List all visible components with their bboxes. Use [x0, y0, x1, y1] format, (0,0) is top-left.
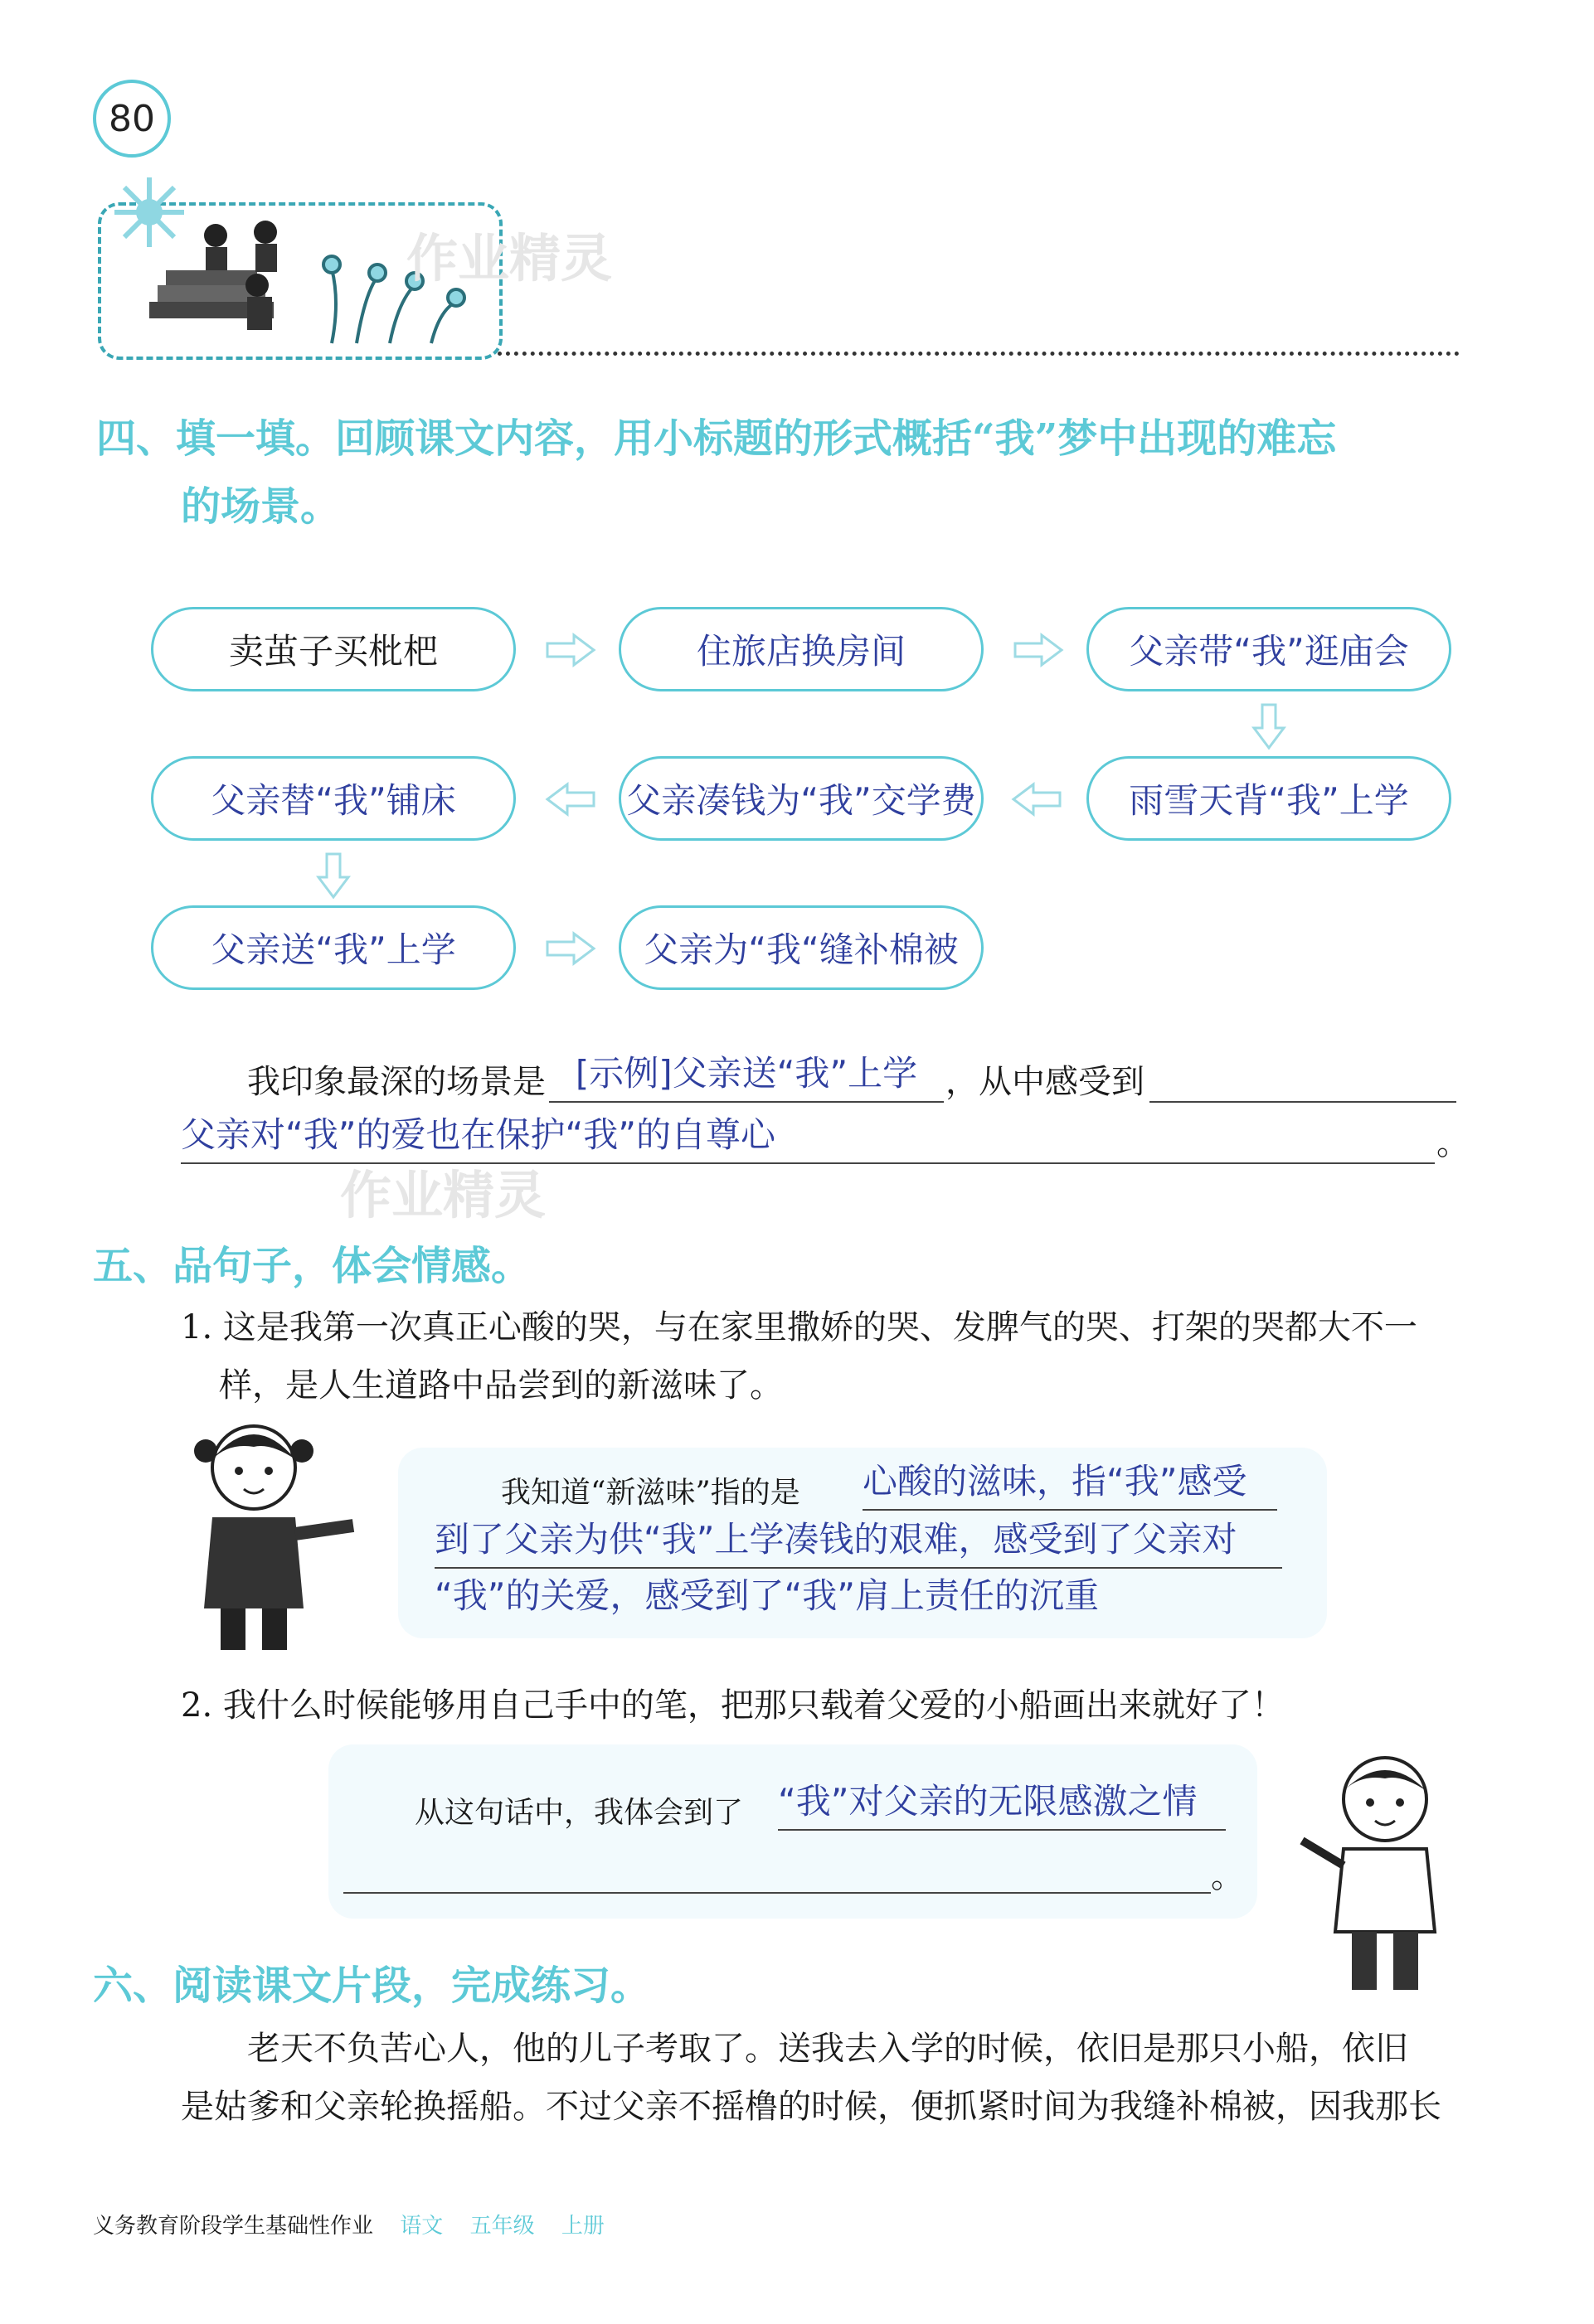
- q1-answer-line2: 到了父亲为供“我”上学凑钱的艰难，感受到了父亲对: [435, 1512, 1282, 1569]
- flower-icon: [114, 177, 184, 247]
- scene-box-label: 父亲替“我”铺床: [211, 780, 456, 821]
- q1-line1: 1. 这是我第一次真正心酸的哭，与在家里撒娇的哭、发脾气的哭、打架的哭都大不一: [181, 1308, 1417, 1346]
- q1-line2: 样，是人生道路中品尝到的新滋味了。: [219, 1366, 783, 1405]
- impression-end: 。: [1436, 1124, 1470, 1162]
- scene-box-label: 住旅店换房间: [696, 631, 906, 672]
- watermark: 作业精灵: [340, 1165, 547, 1225]
- scene-box-label: 父亲凑钱为“我”交学费: [626, 780, 976, 821]
- footer: [93, 2209, 605, 2239]
- section4-title-line1: 四、填一填。回顾课文内容，用小标题的形式概括“我”梦中出现的难忘: [96, 415, 1337, 462]
- impression-answer-2: 父亲对“我”的爱也在保护“我”的自尊心: [181, 1108, 1435, 1164]
- section4-title-line2: 的场景。: [181, 483, 341, 530]
- scene-box-5: [619, 756, 984, 841]
- scene-box-6: [151, 756, 516, 841]
- scene-box-label: 父亲送“我”上学: [211, 929, 456, 970]
- scene-box-label: 雨雪天背“我”上学: [1129, 780, 1409, 821]
- dotted-divider: [498, 352, 1460, 356]
- answer-line: [1149, 1046, 1456, 1103]
- scene-box-8: [619, 905, 984, 990]
- scene-box-7: [151, 905, 516, 990]
- arrow-down-icon: [1251, 701, 1287, 751]
- footer-grade: 五年级: [469, 2214, 535, 2239]
- passage-line1: 老天不负苦心人，他的儿子考取了。送我去入学的时候，依旧是那只小船，依旧: [247, 2030, 1408, 2068]
- boy-illustration: [1277, 1741, 1476, 1998]
- arrow-right-icon: [544, 930, 597, 967]
- scene-box-label: 父亲为“我“缝补棉被: [644, 929, 959, 970]
- impression-answer-1: [示例]父亲送“我”上学: [549, 1046, 944, 1103]
- footer-subject: 语文: [400, 2214, 444, 2239]
- scene-box-4: [1086, 756, 1451, 841]
- answer-line: [343, 1841, 1211, 1894]
- scene-box-label: 卖茧子买枇杷: [228, 631, 438, 672]
- arrow-left-icon: [544, 781, 597, 818]
- arrow-left-icon: [1010, 781, 1063, 818]
- page-number: 80: [93, 80, 171, 158]
- q1-answer-line3: “我”的关爱，感受到了“我”肩上责任的沉重: [435, 1575, 1100, 1616]
- q1-prefix: 我知道“新滋味”指的是: [501, 1476, 800, 1510]
- scene-box-label: 父亲带“我”逛庙会: [1129, 631, 1409, 672]
- arrow-right-icon: [1012, 632, 1065, 668]
- footer-volume: 上册: [561, 2214, 605, 2239]
- impression-prefix: 我印象最深的场景是: [247, 1063, 546, 1101]
- passage-line2: 是姑爹和父亲轮换摇船。不过父亲不摇橹的时候，便抓紧时间为我缝补棉被，因我那长: [181, 2088, 1441, 2126]
- scene-box-3: [1086, 607, 1451, 691]
- scene-box-1: [151, 607, 516, 691]
- q2-prefix: 从这句话中，我体会到了: [415, 1796, 744, 1830]
- impression-mid: ，从中感受到: [945, 1063, 1144, 1101]
- arrow-right-icon: [544, 632, 597, 668]
- reading-children-icon: [149, 221, 277, 330]
- section5-title: 五、品句子，体会情感。: [93, 1243, 532, 1289]
- section6-title: 六、阅读课文片段，完成练习。: [93, 1963, 651, 2009]
- girl-illustration: [171, 1409, 370, 1658]
- arrow-down-icon: [315, 851, 352, 900]
- scene-box-2: [619, 607, 984, 691]
- q2-end: 。: [1211, 1857, 1244, 1895]
- q2-answer: “我”对父亲的无限感激之情: [778, 1774, 1226, 1831]
- watermark: 作业精灵: [406, 228, 613, 289]
- q1-answer-line1: 心酸的滋味，指“我”感受: [863, 1454, 1277, 1511]
- footer-series: 义务教育阶段学生基础性作业: [93, 2214, 374, 2239]
- q2-line: 2. 我什么时候能够用自己手中的笔，把那只载着父爱的小船画出来就好了！: [181, 1686, 1285, 1725]
